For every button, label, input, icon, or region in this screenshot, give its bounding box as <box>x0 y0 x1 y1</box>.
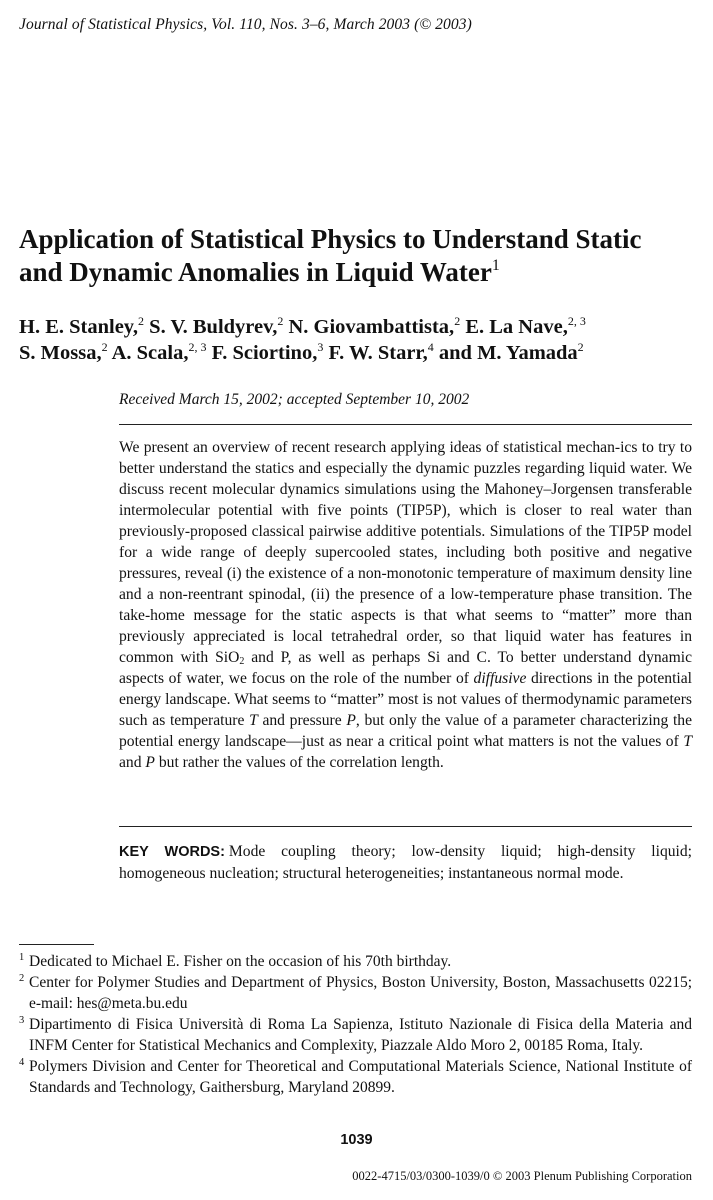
key-words-label: KEY WORDS: <box>119 844 225 860</box>
author: E. La Nave,$^{2, 3}$ <box>465 314 586 338</box>
copyright-line: 0022-4715/03/0300-1039/0 © 2003 Plenum Publishing Corporation <box>352 1169 692 1183</box>
abstract: We present an overview of recent research applying ideas of statistical mechan-ics to try to better understand the statics and especially the dynamic puzzles regarding liquid water. We discuss recent molecular dynamics simulations using the Mahoney–Jorgensen transferable intermolecular potential with five points (TIP5P), which is closer to real water than previously-proposed classical pairwise additive potentials. Simulations of the TIP5P model for a wide range of deeply supercooled states, including both positive and negative pressures, reveal (i) the existence of a non-monotonic temperature of maximum density line and a non-reentrant spinodal, (ii) the presence of a low-temperature phase transition. The take-home message for the static aspects is that what seems to “matter” more than previously appreciated is local tetrahedral order, so that liquid water has features in common with SiO$_2$ and P, as well as perhaps Si and C. To better understand dynamic aspects of water, we focus on the role of the number of diffusive directions in the potential energy landscape. What seems to “matter” most is not values of thermodynamic parameters such as temperature T and pressure P, but only the value of a parameter characterizing the potential energy landscape—just as near a critical point what matters is not the values of T and P but rather the values of the correlation length. <box>119 439 693 771</box>
abstract-bottom-rule <box>119 826 692 827</box>
key-words-text: Mode coupling theory; low-density liquid; high-density liquid; homogeneous nucleation; structural heterogeneities; instantaneous normal mode. <box>119 843 692 882</box>
author: N. Giovambattista,$^2$ <box>288 314 461 338</box>
title-line-1: Application of Statistical Physics to Understand Static <box>19 224 642 254</box>
abstract-top-rule <box>119 424 692 425</box>
affiliation-mark: 2 <box>454 314 461 328</box>
author-list <box>19 314 699 366</box>
footnote: 4 Polymers Division and Center for Theoretical and Computational Materials Science, National Institute of Standards and Technology, Gaithersburg, Maryland 20899. <box>19 1057 692 1096</box>
paper-title <box>19 223 699 289</box>
author: A. Scala,$^{2, 3}$ <box>111 340 207 364</box>
affiliation-mark: 3 <box>317 340 324 354</box>
footnotes <box>19 951 692 1098</box>
author: S. Mossa,$^2$ <box>19 340 108 364</box>
author: S. V. Buldyrev,$^2$ <box>149 314 284 338</box>
author: and M. Yamada$^2$ <box>438 340 584 364</box>
author: H. E. Stanley,$^2$ <box>19 314 145 338</box>
title-footnote-mark: 1 <box>491 257 500 274</box>
footnote: 2 Center for Polymer Studies and Department of Physics, Boston University, Boston, Massachusetts 02215; e-mail: hes@meta.bu.edu <box>19 973 692 1012</box>
title-line-2: and Dynamic Anomalies in Liquid Water <box>19 257 492 287</box>
affiliation-mark: 2 <box>101 340 108 354</box>
affiliation-mark: 2, 3 <box>188 340 207 354</box>
footnote: 3 Dipartimento di Fisica Università di Roma La Sapienza, Istituto Nazionale di Fisica della Materia and INFM Center for Statistical Mechanics and Complexity, Piazzale Aldo Moro 2, 00185 Roma, Italy. <box>19 1015 692 1054</box>
affiliation-mark: 4 <box>427 340 434 354</box>
affiliation-mark: 2 <box>138 314 145 328</box>
footnote: 1 Dedicated to Michael E. Fisher on the occasion of his 70th birthday. <box>19 952 452 970</box>
author: F. W. Starr,$^4$ <box>328 340 434 364</box>
page-number: 1039 <box>340 1132 373 1148</box>
footnote-rule <box>19 944 94 945</box>
received-dates: Received March 15, 2002; accepted September 10, 2002 <box>119 391 470 408</box>
key-words <box>119 841 692 884</box>
affiliation-mark: 2 <box>577 340 584 354</box>
affiliation-mark: 2 <box>277 314 284 328</box>
journal-citation: Journal of Statistical Physics, Vol. 110, Nos. 3–6, March 2003 (© 2003) <box>19 16 472 33</box>
affiliation-mark: 2, 3 <box>567 314 586 328</box>
author: F. Sciortino,$^3$ <box>211 340 324 364</box>
